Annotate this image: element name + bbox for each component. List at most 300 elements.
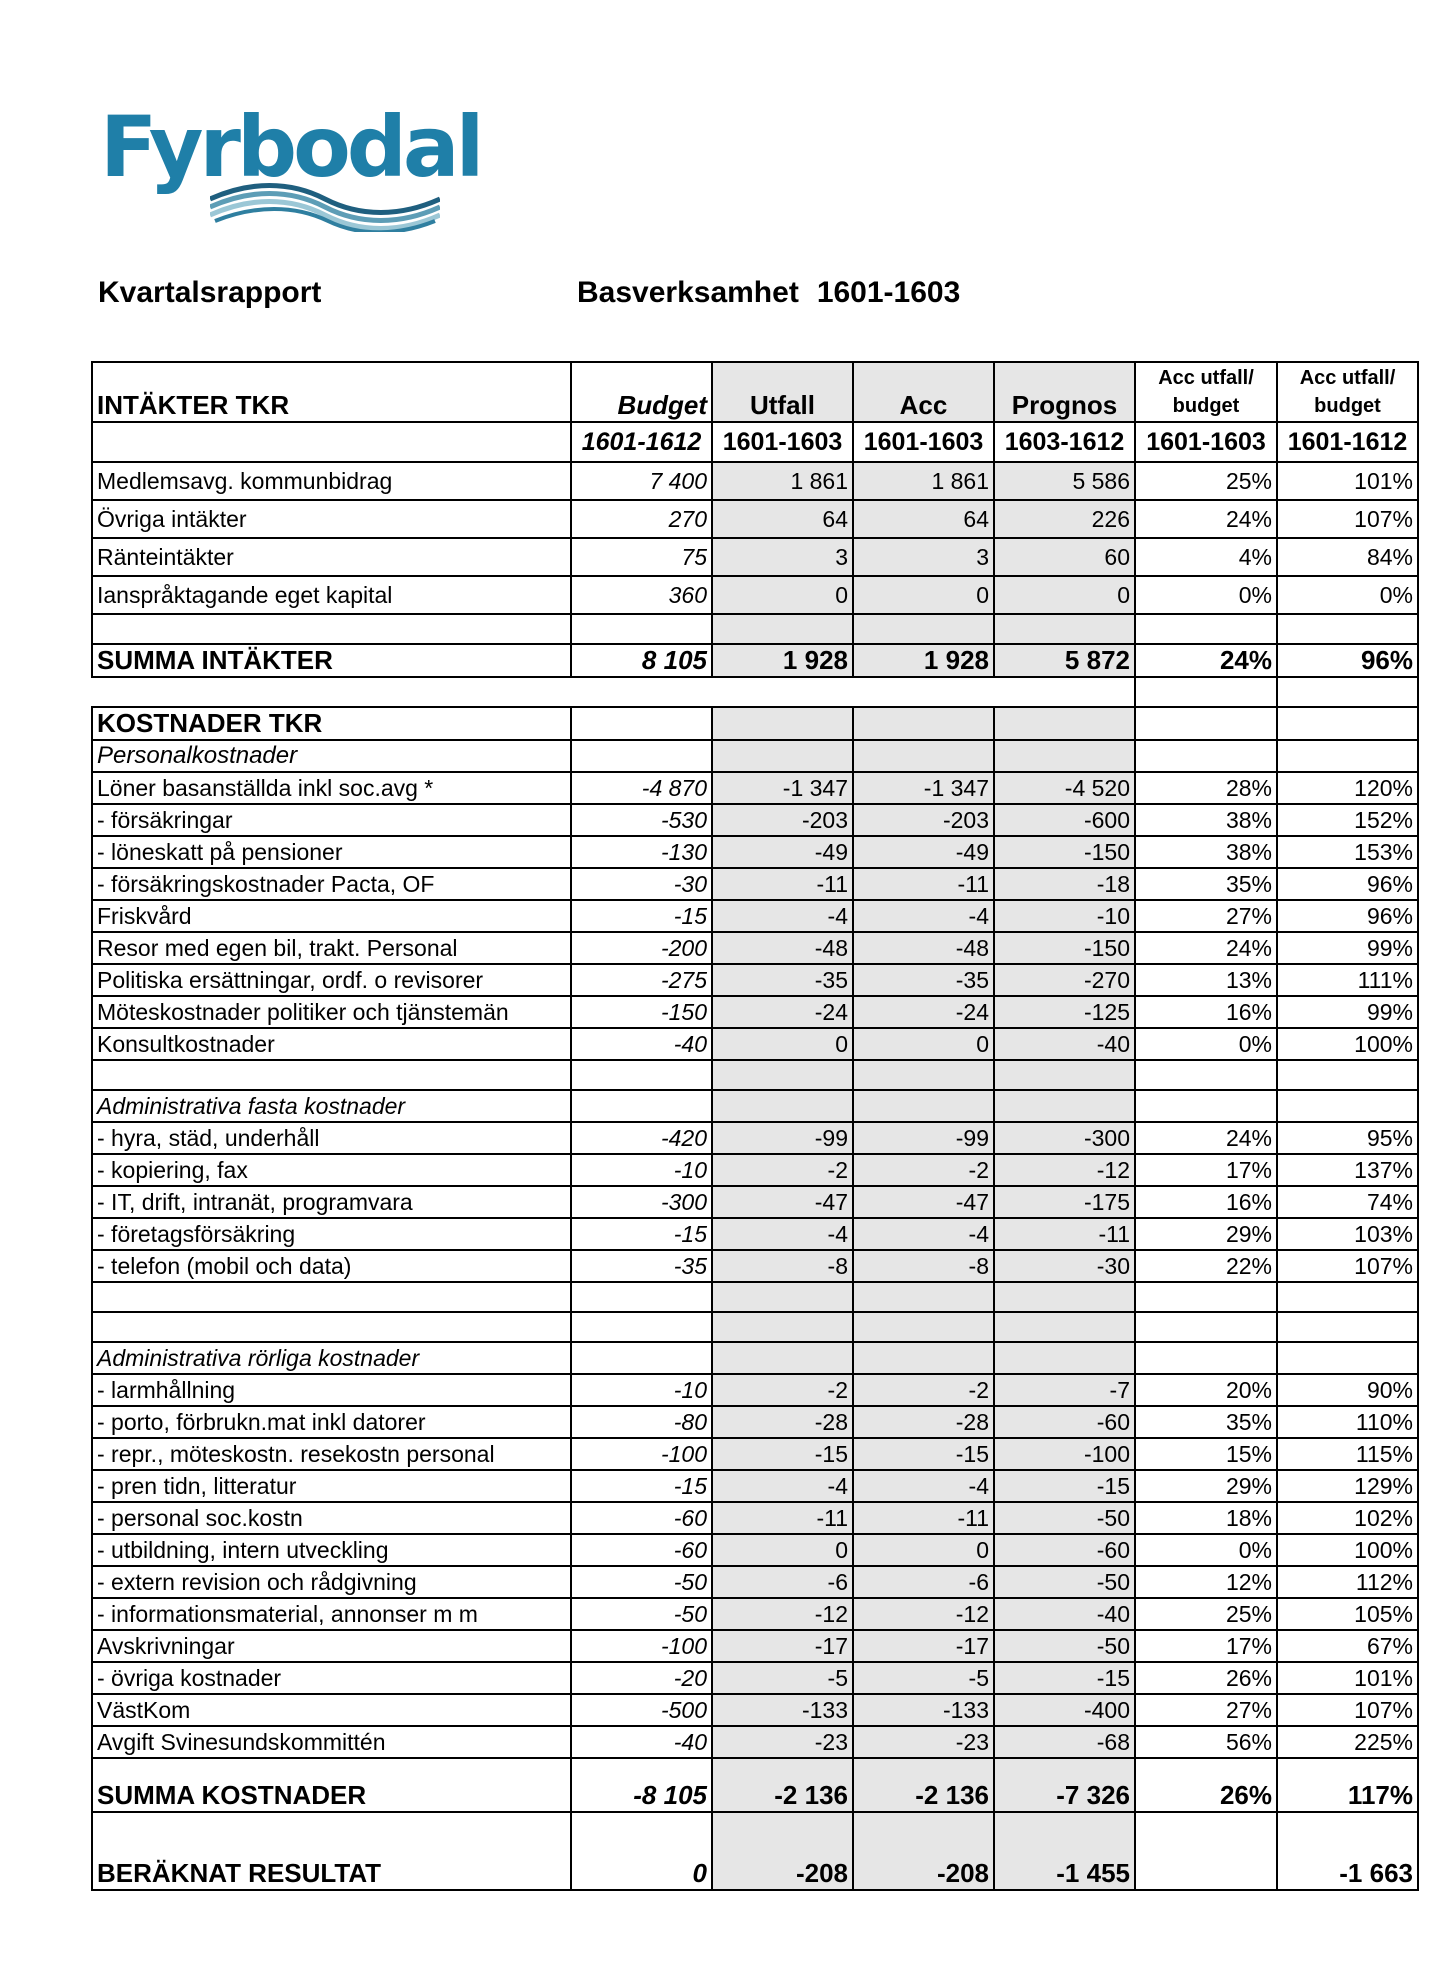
empty-cell — [571, 1342, 712, 1374]
cell-acc: -2 — [853, 1154, 994, 1186]
cell-prognos: -150 — [994, 932, 1135, 964]
cost-row — [92, 1122, 1418, 1154]
row-label: Friskvård — [92, 900, 571, 932]
cell-acc-budget-2: 96% — [1277, 644, 1418, 677]
header-label: INTÄKTER TKR — [92, 362, 571, 422]
cell-utfall: -11 — [712, 1502, 853, 1534]
cell-prognos: -12 — [994, 1154, 1135, 1186]
period-acc-budget-2: 1601-1612 — [1277, 422, 1418, 462]
cost-row — [92, 836, 1418, 868]
cell-prognos: -1 455 — [994, 1812, 1135, 1890]
cost-row — [92, 932, 1418, 964]
empty-cell — [571, 707, 712, 740]
period-acc-budget-1: 1601-1603 — [1135, 422, 1277, 462]
cell-budget: 7 400 — [571, 462, 712, 500]
empty-cell — [1135, 1060, 1277, 1090]
cell-budget: -60 — [571, 1534, 712, 1566]
cell-acc-budget-1: 29% — [1135, 1470, 1277, 1502]
cell-acc-budget-1: 0% — [1135, 1534, 1277, 1566]
cell-acc-budget-1: 17% — [1135, 1154, 1277, 1186]
cell-budget: -15 — [571, 1470, 712, 1502]
cell-utfall: -2 136 — [712, 1758, 853, 1812]
row-label: - repr., möteskostn. resekostn personal — [92, 1438, 571, 1470]
cell-acc: -15 — [853, 1438, 994, 1470]
cell-acc-budget-1: 0% — [1135, 576, 1277, 614]
cell-prognos: -30 — [994, 1250, 1135, 1282]
cost-row — [92, 1502, 1418, 1534]
cell-prognos: -7 326 — [994, 1758, 1135, 1812]
cell-prognos: -40 — [994, 1028, 1135, 1060]
report-subtitle — [577, 276, 960, 310]
cell-acc: -11 — [853, 1502, 994, 1534]
cell-budget: -80 — [571, 1406, 712, 1438]
empty-row — [92, 1282, 1418, 1312]
row-label: - företagsförsäkring — [92, 1218, 571, 1250]
cell-budget: -50 — [571, 1598, 712, 1630]
cell-acc-budget-1: 29% — [1135, 1218, 1277, 1250]
cell-prognos: -15 — [994, 1662, 1135, 1694]
cell-acc-budget-1: 20% — [1135, 1374, 1277, 1406]
cell-acc-budget-2: 115% — [1277, 1438, 1418, 1470]
period-prognos: 1603-1612 — [994, 422, 1135, 462]
cell-prognos: -4 520 — [994, 772, 1135, 804]
cell-acc-budget-2: 67% — [1277, 1630, 1418, 1662]
cell-acc: -1 347 — [853, 772, 994, 804]
empty-cell — [712, 1342, 853, 1374]
cell-utfall: 1 928 — [712, 644, 853, 677]
cell-acc-budget-2: 110% — [1277, 1406, 1418, 1438]
cell-budget: -150 — [571, 996, 712, 1028]
cell-acc-budget-2: 107% — [1277, 1250, 1418, 1282]
cell-acc: -2 — [853, 1374, 994, 1406]
cell-budget: -20 — [571, 1662, 712, 1694]
cost-row — [92, 1186, 1418, 1218]
empty-cell — [1277, 740, 1418, 772]
cell-prognos: -10 — [994, 900, 1135, 932]
empty-cell — [1277, 1312, 1418, 1342]
cell-prognos: 5 586 — [994, 462, 1135, 500]
cell-acc-budget-2: 0% — [1277, 576, 1418, 614]
empty-cell — [853, 707, 994, 740]
empty-cell — [92, 1282, 571, 1312]
cell-acc: -6 — [853, 1566, 994, 1598]
empty-row — [92, 1312, 1418, 1342]
cell-utfall: -5 — [712, 1662, 853, 1694]
header-acc-budget-2: Acc utfall/ budget — [1277, 362, 1418, 422]
empty-row — [92, 1060, 1418, 1090]
cell-acc-budget-1: 38% — [1135, 804, 1277, 836]
cell-acc: -133 — [853, 1694, 994, 1726]
empty-cell — [92, 614, 571, 644]
cell-budget: -35 — [571, 1250, 712, 1282]
personal-header — [92, 740, 1418, 772]
empty-cell — [1135, 1090, 1277, 1122]
cost-row — [92, 1470, 1418, 1502]
row-label: Politiska ersättningar, ordf. o revisorer — [92, 964, 571, 996]
fyrbodal-logo — [100, 98, 481, 230]
header-utfall: Utfall — [712, 362, 853, 422]
empty-cell — [712, 1282, 853, 1312]
cell-acc: -203 — [853, 804, 994, 836]
cell-budget: -15 — [571, 900, 712, 932]
cell-budget: -50 — [571, 1566, 712, 1598]
income-sum-row — [92, 644, 1418, 677]
cell-acc: 0 — [853, 1028, 994, 1060]
empty-cell — [853, 1312, 994, 1342]
empty-cell — [1277, 1282, 1418, 1312]
cell-prognos: -60 — [994, 1534, 1135, 1566]
cell-acc-budget-2: 102% — [1277, 1502, 1418, 1534]
cell-acc: -23 — [853, 1726, 994, 1758]
cell-acc-budget-2: 99% — [1277, 932, 1418, 964]
cell-acc-budget-1: 18% — [1135, 1502, 1277, 1534]
cell-acc-budget-2: 225% — [1277, 1726, 1418, 1758]
cell-acc: 1 928 — [853, 644, 994, 677]
cell-prognos: -18 — [994, 868, 1135, 900]
cell-acc-budget-2: 112% — [1277, 1566, 1418, 1598]
empty-cell — [853, 740, 994, 772]
cell-acc-budget-1: 22% — [1135, 1250, 1277, 1282]
cell-acc-budget-1: 16% — [1135, 1186, 1277, 1218]
cell-acc: 64 — [853, 500, 994, 538]
empty-cell — [571, 1060, 712, 1090]
period-acc: 1601-1603 — [853, 422, 994, 462]
cell-budget: -4 870 — [571, 772, 712, 804]
cell-acc: -28 — [853, 1406, 994, 1438]
cell-budget: 8 105 — [571, 644, 712, 677]
cell-prognos: 226 — [994, 500, 1135, 538]
cell-utfall: -35 — [712, 964, 853, 996]
cell-prognos: -600 — [994, 804, 1135, 836]
empty-cell — [1277, 1342, 1418, 1374]
cell-utfall: 0 — [712, 576, 853, 614]
cell-utfall: -48 — [712, 932, 853, 964]
cell-utfall: -208 — [712, 1812, 853, 1890]
cell-utfall: -4 — [712, 900, 853, 932]
cell-prognos: 60 — [994, 538, 1135, 576]
cell-acc-budget-1: 28% — [1135, 772, 1277, 804]
costs-header — [92, 707, 1418, 740]
row-label: BERÄKNAT RESULTAT — [92, 1812, 571, 1890]
row-label: Ianspråktagande eget kapital — [92, 576, 571, 614]
empty-cell — [853, 1090, 994, 1122]
row-label: - kopiering, fax — [92, 1154, 571, 1186]
empty-cell — [1277, 614, 1418, 644]
cell-prognos: -300 — [994, 1122, 1135, 1154]
cell-acc-budget-2: 99% — [1277, 996, 1418, 1028]
period-budget: 1601-1612 — [571, 422, 712, 462]
cost-row — [92, 1250, 1418, 1282]
cell-prognos: -7 — [994, 1374, 1135, 1406]
cell-acc: -24 — [853, 996, 994, 1028]
cost-row — [92, 1374, 1418, 1406]
cost-row — [92, 868, 1418, 900]
empty-cell — [1135, 614, 1277, 644]
row-label: SUMMA KOSTNADER — [92, 1758, 571, 1812]
period-empty — [92, 422, 571, 462]
cell-acc-budget-1: 56% — [1135, 1726, 1277, 1758]
wave-icon — [210, 177, 440, 232]
cell-utfall: -4 — [712, 1218, 853, 1250]
cell-acc-budget-2: 101% — [1277, 462, 1418, 500]
cell-utfall: -2 — [712, 1374, 853, 1406]
cell-budget: -500 — [571, 1694, 712, 1726]
income-row — [92, 462, 1418, 500]
cell-utfall: -4 — [712, 1470, 853, 1502]
empty-cell — [994, 1282, 1135, 1312]
cell-utfall: -11 — [712, 868, 853, 900]
header-acc: Acc — [853, 362, 994, 422]
cell-acc-budget-1 — [1135, 1812, 1277, 1890]
cell-acc-budget-2: 111% — [1277, 964, 1418, 996]
cell-acc: -4 — [853, 900, 994, 932]
income-row — [92, 500, 1418, 538]
cell-acc-budget-2: 95% — [1277, 1122, 1418, 1154]
cost-row — [92, 996, 1418, 1028]
report-title: Kvartalsrapport — [98, 276, 322, 309]
cell-acc-budget-2: 84% — [1277, 538, 1418, 576]
cell-acc: -17 — [853, 1630, 994, 1662]
empty-cell — [1277, 677, 1418, 707]
cell-prognos: -50 — [994, 1502, 1135, 1534]
cell-budget: -275 — [571, 964, 712, 996]
cell-utfall: -99 — [712, 1122, 853, 1154]
spacer-row — [92, 677, 1418, 707]
empty-cell — [1135, 1312, 1277, 1342]
cell-budget: -30 — [571, 868, 712, 900]
costs-header-label: KOSTNADER TKR — [92, 707, 571, 740]
row-label: Övriga intäkter — [92, 500, 571, 538]
empty-cell — [92, 1060, 571, 1090]
row-label: - hyra, städ, underhåll — [92, 1122, 571, 1154]
row-label: - försäkringar — [92, 804, 571, 836]
cost-row — [92, 1534, 1418, 1566]
empty-cell — [571, 614, 712, 644]
empty-cell — [994, 1312, 1135, 1342]
cell-utfall: -24 — [712, 996, 853, 1028]
cell-acc-budget-1: 12% — [1135, 1566, 1277, 1598]
cost-row — [92, 900, 1418, 932]
cell-utfall: -15 — [712, 1438, 853, 1470]
cost-row — [92, 1694, 1418, 1726]
cell-acc-budget-1: 27% — [1135, 900, 1277, 932]
rorliga-header — [92, 1342, 1418, 1374]
cell-acc: -5 — [853, 1662, 994, 1694]
empty-cell — [1135, 1282, 1277, 1312]
cell-budget: -15 — [571, 1218, 712, 1250]
cell-utfall: 0 — [712, 1028, 853, 1060]
empty-cell — [571, 1282, 712, 1312]
cell-prognos: -100 — [994, 1438, 1135, 1470]
cell-prognos: -400 — [994, 1694, 1135, 1726]
cell-acc: -8 — [853, 1250, 994, 1282]
cell-budget: -420 — [571, 1122, 712, 1154]
cell-prognos: -150 — [994, 836, 1135, 868]
row-label: - pren tidn, litteratur — [92, 1470, 571, 1502]
cell-acc-budget-1: 38% — [1135, 836, 1277, 868]
empty-cell — [853, 1060, 994, 1090]
cell-budget: -60 — [571, 1502, 712, 1534]
cell-utfall: -23 — [712, 1726, 853, 1758]
cell-acc-budget-1: 25% — [1135, 462, 1277, 500]
cell-acc-budget-1: 35% — [1135, 868, 1277, 900]
empty-cell — [712, 1090, 853, 1122]
header-budget: Budget — [571, 362, 712, 422]
cell-acc-budget-2: 137% — [1277, 1154, 1418, 1186]
period-utfall: 1601-1603 — [712, 422, 853, 462]
cell-acc-budget-2: -1 663 — [1277, 1812, 1418, 1890]
cell-prognos: -40 — [994, 1598, 1135, 1630]
cell-utfall: -47 — [712, 1186, 853, 1218]
cell-acc-budget-1: 0% — [1135, 1028, 1277, 1060]
cell-acc: 1 861 — [853, 462, 994, 500]
cell-acc-budget-1: 27% — [1135, 1694, 1277, 1726]
cell-acc: 3 — [853, 538, 994, 576]
subtitle-unit: Basverksamhet — [577, 276, 799, 309]
cost-row — [92, 1726, 1418, 1758]
cell-acc-budget-2: 103% — [1277, 1218, 1418, 1250]
cell-prognos: -175 — [994, 1186, 1135, 1218]
cell-utfall: -17 — [712, 1630, 853, 1662]
cell-budget: -40 — [571, 1028, 712, 1060]
cell-budget: 75 — [571, 538, 712, 576]
header-prognos: Prognos — [994, 362, 1135, 422]
cell-acc-budget-1: 26% — [1135, 1662, 1277, 1694]
cell-acc-budget-2: 96% — [1277, 900, 1418, 932]
cost-row — [92, 1218, 1418, 1250]
row-label: Ränteintäkter — [92, 538, 571, 576]
cell-budget: -8 105 — [571, 1758, 712, 1812]
row-label: VästKom — [92, 1694, 571, 1726]
empty-cell — [92, 1312, 571, 1342]
cell-utfall: -1 347 — [712, 772, 853, 804]
cell-utfall: -8 — [712, 1250, 853, 1282]
cell-acc-budget-1: 4% — [1135, 538, 1277, 576]
cell-acc-budget-2: 117% — [1277, 1758, 1418, 1812]
empty-cell — [1135, 740, 1277, 772]
empty-cell — [712, 707, 853, 740]
cell-acc: -47 — [853, 1186, 994, 1218]
cell-utfall: 3 — [712, 538, 853, 576]
cell-budget: 270 — [571, 500, 712, 538]
empty-cell — [1135, 1342, 1277, 1374]
cost-row — [92, 1598, 1418, 1630]
row-label: Medlemsavg. kommunbidrag — [92, 462, 571, 500]
cell-acc: -35 — [853, 964, 994, 996]
row-label: Möteskostnader politiker och tjänstemän — [92, 996, 571, 1028]
cell-budget: -100 — [571, 1630, 712, 1662]
cost-row — [92, 1154, 1418, 1186]
cell-acc-budget-2: 100% — [1277, 1534, 1418, 1566]
empty-cell — [571, 740, 712, 772]
cell-prognos: -125 — [994, 996, 1135, 1028]
empty-cell — [712, 614, 853, 644]
cell-utfall: -203 — [712, 804, 853, 836]
cell-prognos: -68 — [994, 1726, 1135, 1758]
cell-acc-budget-2: 153% — [1277, 836, 1418, 868]
cell-budget: -40 — [571, 1726, 712, 1758]
cell-acc: -4 — [853, 1218, 994, 1250]
cell-acc: -208 — [853, 1812, 994, 1890]
cost-sum-row — [92, 1758, 1418, 1812]
cost-row — [92, 1406, 1418, 1438]
cell-budget: -530 — [571, 804, 712, 836]
result-row — [92, 1812, 1418, 1890]
cell-utfall: -133 — [712, 1694, 853, 1726]
cell-acc-budget-2: 107% — [1277, 500, 1418, 538]
cost-row — [92, 804, 1418, 836]
cell-acc-budget-1: 35% — [1135, 1406, 1277, 1438]
empty-cell — [994, 1342, 1135, 1374]
cell-acc: 0 — [853, 1534, 994, 1566]
row-label: - IT, drift, intranät, programvara — [92, 1186, 571, 1218]
header-acc-budget-1: Acc utfall/ budget — [1135, 362, 1277, 422]
cell-budget: -10 — [571, 1154, 712, 1186]
cell-acc-budget-2: 96% — [1277, 868, 1418, 900]
row-label: - larmhållning — [92, 1374, 571, 1406]
fasta-header — [92, 1090, 1418, 1122]
row-label: - försäkringskostnader Pacta, OF — [92, 868, 571, 900]
cell-utfall: 1 861 — [712, 462, 853, 500]
empty-cell — [994, 1090, 1135, 1122]
empty-cell — [1277, 1060, 1418, 1090]
row-label: - utbildning, intern utveckling — [92, 1534, 571, 1566]
empty-cell — [994, 614, 1135, 644]
cell-prognos: -11 — [994, 1218, 1135, 1250]
cell-acc-budget-1: 24% — [1135, 644, 1277, 677]
cell-acc: -48 — [853, 932, 994, 964]
cell-acc: -12 — [853, 1598, 994, 1630]
period-row — [92, 422, 1418, 462]
cell-utfall: 64 — [712, 500, 853, 538]
cell-acc-budget-2: 74% — [1277, 1186, 1418, 1218]
cell-budget: -200 — [571, 932, 712, 964]
header-row — [92, 362, 1418, 422]
cell-prognos: -15 — [994, 1470, 1135, 1502]
cell-acc-budget-1: 24% — [1135, 1122, 1277, 1154]
empty-cell — [1277, 707, 1418, 740]
empty-row — [92, 614, 1418, 644]
logo-wordmark: Fyrbodal — [100, 98, 481, 196]
empty-cell — [994, 740, 1135, 772]
subtitle-period: 1601-1603 — [816, 276, 961, 309]
empty-cell — [1135, 677, 1277, 707]
row-label: - porto, förbrukn.mat inkl datorer — [92, 1406, 571, 1438]
income-row — [92, 538, 1418, 576]
cost-row — [92, 1438, 1418, 1470]
cell-prognos: -270 — [994, 964, 1135, 996]
cell-prognos: -50 — [994, 1630, 1135, 1662]
cell-acc: 0 — [853, 576, 994, 614]
cell-budget: -100 — [571, 1438, 712, 1470]
cell-acc: -99 — [853, 1122, 994, 1154]
empty-cell — [853, 614, 994, 644]
empty-cell — [712, 740, 853, 772]
empty-cell — [712, 1060, 853, 1090]
cell-prognos: -60 — [994, 1406, 1135, 1438]
cell-acc-budget-2: 101% — [1277, 1662, 1418, 1694]
cell-acc-budget-1: 26% — [1135, 1758, 1277, 1812]
income-row — [92, 576, 1418, 614]
row-label: - telefon (mobil och data) — [92, 1250, 571, 1282]
cell-prognos: 5 872 — [994, 644, 1135, 677]
empty-cell — [853, 1342, 994, 1374]
cell-prognos: -50 — [994, 1566, 1135, 1598]
cell-acc-budget-1: 24% — [1135, 500, 1277, 538]
row-label: - övriga kostnader — [92, 1662, 571, 1694]
row-label: - löneskatt på pensioner — [92, 836, 571, 868]
cell-budget: -300 — [571, 1186, 712, 1218]
